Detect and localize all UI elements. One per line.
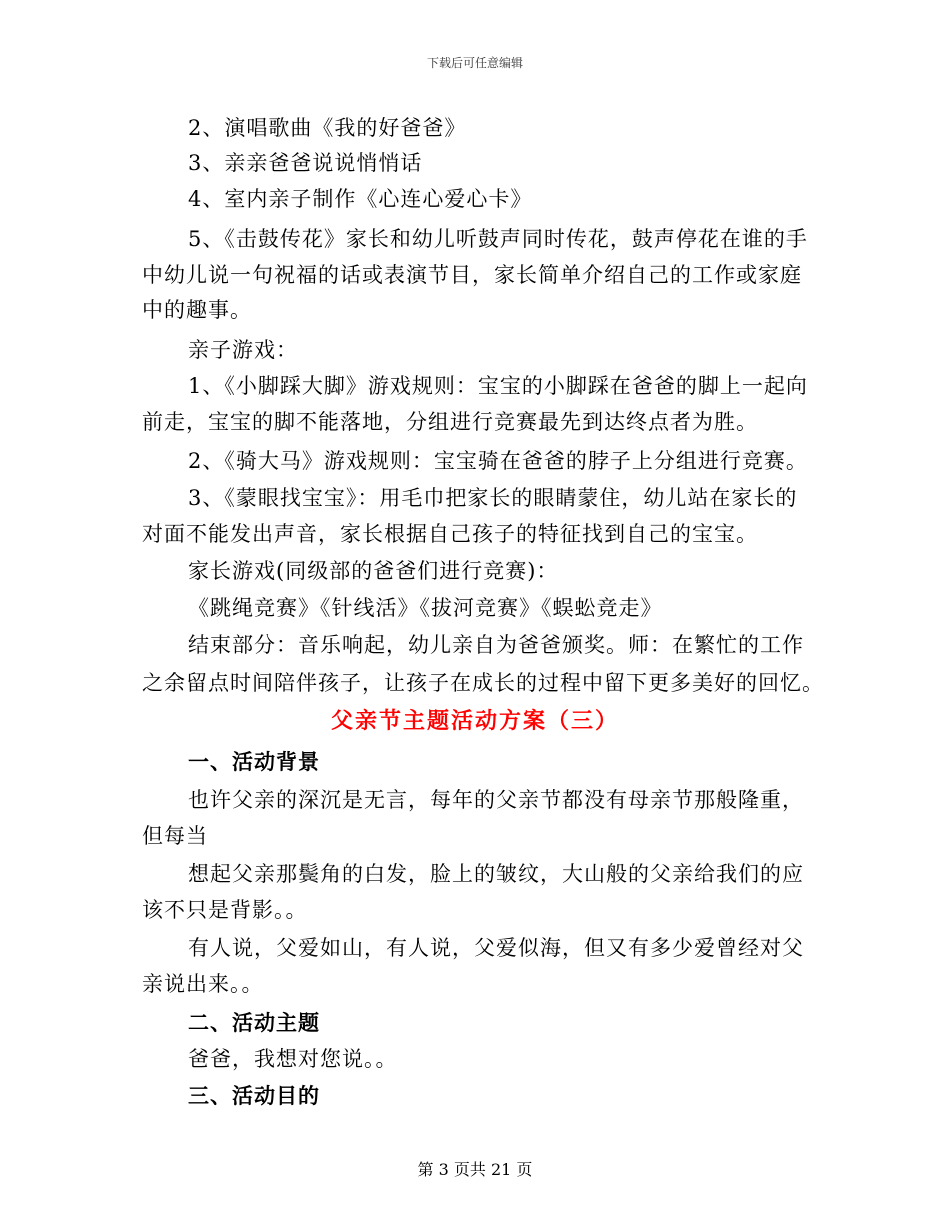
paragraph-line: 亲说出来。。 [142,972,264,996]
paragraph-line: 亲子游戏： [188,338,298,362]
paragraph-line: 前走，宝宝的脚不能落地，分组进行竞赛最先到达终点者为胜。 [142,410,758,434]
section-title: 父亲节主题活动方案（三） [330,708,619,734]
paragraph-line: 3、亲亲爸爸说说悄悄话 [188,151,423,175]
subsection-heading: 二、活动主题 [188,1010,320,1035]
paragraph-line: 有人说，父爱如山，有人说，父爱似海，但又有多少爱曾经对父 [188,936,804,960]
subsection-heading: 三、活动目的 [188,1083,320,1108]
paragraph-line: 中的趣事。 [142,298,252,322]
paragraph-line: 也许父亲的深沉是无言，每年的父亲节都没有母亲节那般隆重， [188,788,804,812]
paragraph-line: 3、《蒙眼找宝宝》：用毛巾把家长的眼睛蒙住，幼儿站在家长的 [188,486,798,510]
paragraph-line: 对面不能发出声音，家长根据自己孩子的特征找到自己的宝宝。 [142,522,758,546]
paragraph-line: 1、《小脚踩大脚》游戏规则：宝宝的小脚踩在爸爸的脚上一起向 [188,374,808,398]
paragraph-line: 中幼儿说一句祝福的话或表演节目，家长简单介绍自己的工作或家庭 [142,263,802,287]
paragraph-line: 但每当 [142,824,208,848]
paragraph-line: 家长游戏(同级部的爸爸们进行竞赛)： [188,559,559,583]
subsection-heading: 一、活动背景 [188,749,320,774]
paragraph-line: 2、《骑大马》游戏规则：宝宝骑在爸爸的脖子上分组进行竞赛。 [188,449,808,473]
paragraph-line: 之余留点时间陪伴孩子，让孩子在成长的过程中留下更多美好的回忆。 [142,671,824,695]
paragraph-line: 想起父亲那鬓角的白发，脸上的皱纹，大山般的父亲给我们的应 [188,862,804,886]
paragraph-line: 《跳绳竞赛》《针线活》《拔河竞赛》《蜈蚣竞走》 [188,596,663,620]
paragraph-line: 4、室内亲子制作《心连心爱心卡》 [188,187,533,211]
page-footer: 第 3 页共 21 页 [417,1160,533,1179]
paragraph-line: 该不只是背影。。 [142,898,308,922]
page-header: 下载后可任意编辑 [426,56,523,70]
paragraph-line: 爸爸，我想对您说。。 [188,1047,398,1071]
paragraph-line: 5、《击鼓传花》家长和幼儿听鼓声同时传花，鼓声停花在谁的手 [188,227,808,251]
paragraph-line: 2、演唱歌曲《我的好爸爸》 [188,116,467,140]
paragraph-line: 结束部分：音乐响起，幼儿亲自为爸爸颁奖。师：在繁忙的工作 [188,633,804,657]
